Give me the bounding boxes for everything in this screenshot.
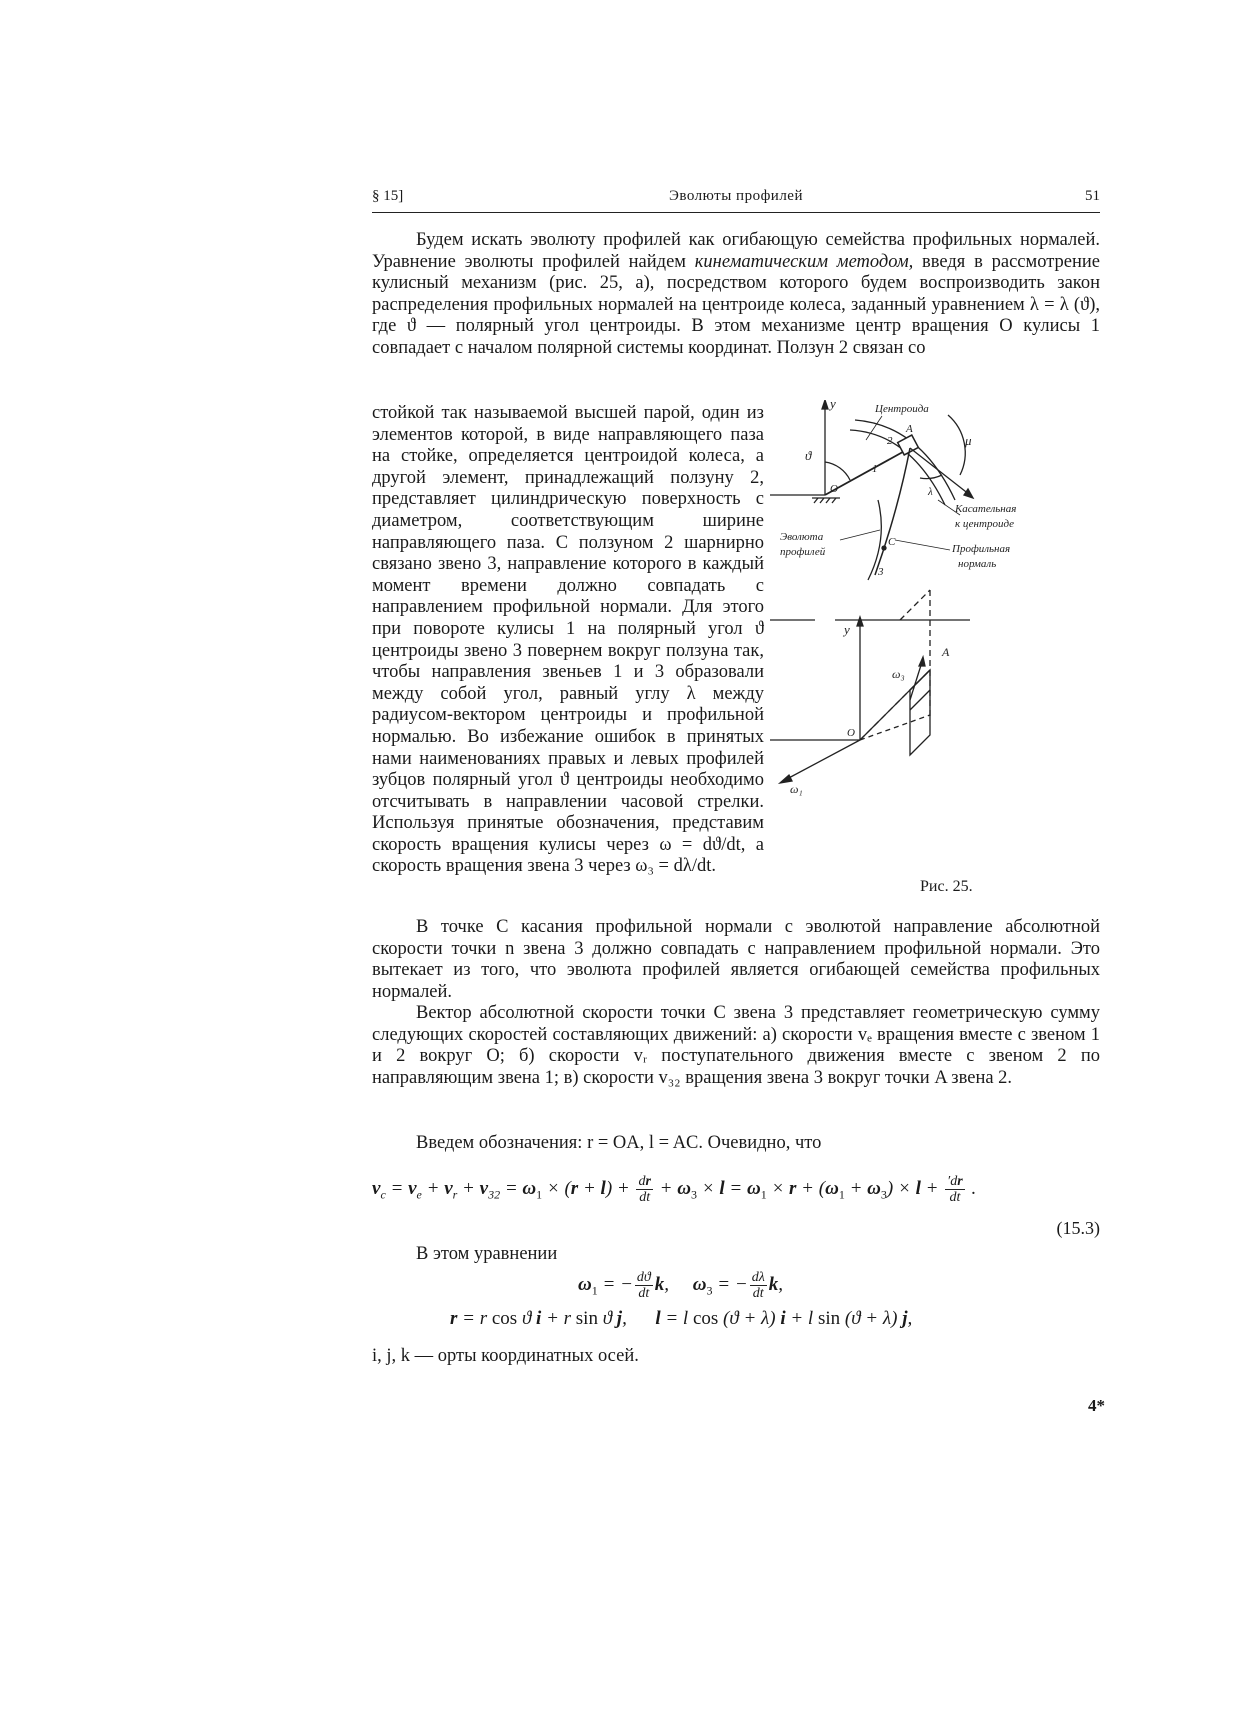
label-normal-2: нормаль: [958, 558, 997, 570]
section-number: § 15]: [372, 188, 404, 204]
figure-25a-labels: [770, 400, 1016, 578]
paragraph-contact-point: В точке C касания профильной нормали с эволютой направление абсолютной скорости точки n звена 3 должно совпадать с направлением профильной нормали. Это вытекает из того, что эволюта профилей является огибающей семейства профильных нормалей.: [372, 917, 1100, 1002]
label-evolute-1: Эволюта: [780, 531, 824, 543]
hatch-3: [826, 498, 830, 503]
equation-number: (15.3): [1056, 1218, 1100, 1238]
label-tangent-2: к центроиде: [955, 518, 1015, 530]
running-header: [372, 188, 1100, 213]
label-evolute-2: профилей: [780, 546, 826, 558]
label-theta: ϑ: [805, 448, 812, 463]
label-normal-1: Профильная: [952, 543, 1011, 555]
y-axis-b-arrow: [857, 617, 863, 626]
label-lambda: λ: [928, 486, 933, 498]
omega1-vector: [785, 740, 860, 780]
label-y: y: [830, 400, 836, 411]
leader-normal: [895, 540, 950, 550]
point-C: [882, 546, 886, 550]
omega3-vector: [910, 662, 922, 700]
hatch-1: [814, 498, 818, 503]
equation-omegas: $\omega_1$ = − $\frac{dϑ}{dt}$ k, $\omega_3$ = − $\frac{d\lambda}{dt}$ k,: [578, 1270, 784, 1301]
paragraph-intro: Будем искать эволюту профилей как огибающую семейства профильных нормалей. Уравнение эволюты профилей найдем кинематическим методом, введя в рассмотрение кулисный механизм (рис. 25, а), посредством которого будем воспроизводить закон распределения профильных нормалей на центроиде колеса, заданный уравнением λ = λ (ϑ), где ϑ — полярный угол центроиды. В этом механизме центр вращения O кулисы 1 совпадает с началом полярной системы координат. Ползун 2 связан со: [372, 230, 1100, 358]
plane-b: [910, 670, 930, 755]
label-omega1: ω₁: [790, 782, 803, 796]
hatch-4: [832, 498, 836, 503]
equation-15-3: $v_c = v_e + v_r + v_{32} = \omega_1 \times (r + l)$ + $\frac{dr}{dt}$ + $\omega_3 \times l = \omega_1 \times r + (\omega_1 + \omega_3) \times l$ + $\frac{'dr}{dt}$ .: [372, 1174, 977, 1205]
label-tangent-1: Касательная: [955, 503, 1017, 515]
equation-r-l: r = r cos ϑ i + r sin ϑ j, l = l cos (ϑ + λ) i + l sin (ϑ + λ) j,: [450, 1308, 913, 1329]
label-omega3: ω₃: [892, 667, 905, 681]
label-O-b: O: [847, 727, 855, 739]
emphasis-kinematic-method: кинематическим методом,: [694, 251, 914, 272]
centroid-curve-outer: [855, 420, 955, 500]
label-centroid: Центроида: [875, 403, 929, 415]
link-a-b: [910, 690, 930, 710]
paragraph-in-this-equation: В этом уравнении: [416, 1244, 558, 1264]
y-axis-arrow: [822, 400, 828, 409]
signature-mark: 4*: [1088, 1396, 1105, 1415]
leader-evolute: [840, 530, 880, 540]
label-link-3: 3: [878, 566, 884, 578]
figure-25b: [770, 590, 970, 783]
label-link-2: 2: [887, 435, 893, 447]
paragraph-unit-vectors: i, j, k — орты координатных осей.: [372, 1346, 639, 1366]
label-link-1: 1: [872, 463, 878, 475]
paragraph-mechanism: стойкой так называемой высшей парой, один из элементов которой, в виде направляющего паза на стойке, определяется центроидой колеса, а другой элемент, принадлежащий ползуну 2, представляет цилиндрическую поверхность с диаметром, соответствующим ширине направляющего паза. С ползуном 2 шарнирно связано звено 3, направление которого в каждый момент времени должно совпадать с направлением профильной нормали. Для этого при повороте кулисы 1 на полярный угол ϑ центроиды звено 3 повернем вокруг ползуна так, чтобы направления звеньев 1 и 3 образовали между собой угол, равный углу λ между радиусом-вектором центроиды и профильной нормалью. Во избежание ошибок в принятых нами наименованиях правых и левых профилей зубцов полярный угол ϑ центроиды необходимо отсчитывать в направлении часовой стрелки. Используя принятые обозначения, представим скорость вращения кулисы через ω = dϑ/dt, а скорость вращения звена 3 через ω₃ = dλ/dt.: [372, 403, 764, 877]
label-C: C: [888, 536, 896, 548]
label-A-b: A: [942, 645, 950, 659]
mu-arc: [948, 415, 965, 475]
tangent-arrow: [964, 489, 973, 498]
page-number: 51: [1085, 188, 1100, 204]
label-y-b: y: [844, 622, 850, 637]
paragraph-notation: Введем обозначения: r = OA, l = AC. Очевидно, что: [416, 1133, 822, 1153]
lambda-arc: [920, 475, 942, 479]
figure-25: [770, 400, 1100, 870]
figure-caption: Рис. 25.: [920, 878, 973, 895]
label-mu: μ: [965, 433, 972, 448]
omega3-arrow: [919, 657, 925, 666]
label-A: A: [906, 423, 913, 435]
dashed-low: [860, 715, 930, 740]
label-O: O: [830, 483, 838, 495]
paragraph-velocity-vector: Вектор абсолютной скорости точки C звена 3 представляет геометрическую сумму следующих скоростей составляющих движений: а) скорости vₑ вращения вместе с звеном 1 и 2 вокруг O; б) скорости vᵣ поступательного движения вместе с звеном 2 по направляющим звена 1; в) скорости v₃₂ вращения звена 3 вокруг точки A звена 2.: [372, 1003, 1100, 1088]
theta-arc: [825, 462, 850, 480]
hatch-2: [820, 498, 824, 503]
running-title: Эволюты профилей: [668, 188, 803, 204]
dashed-top-left: [900, 590, 930, 620]
